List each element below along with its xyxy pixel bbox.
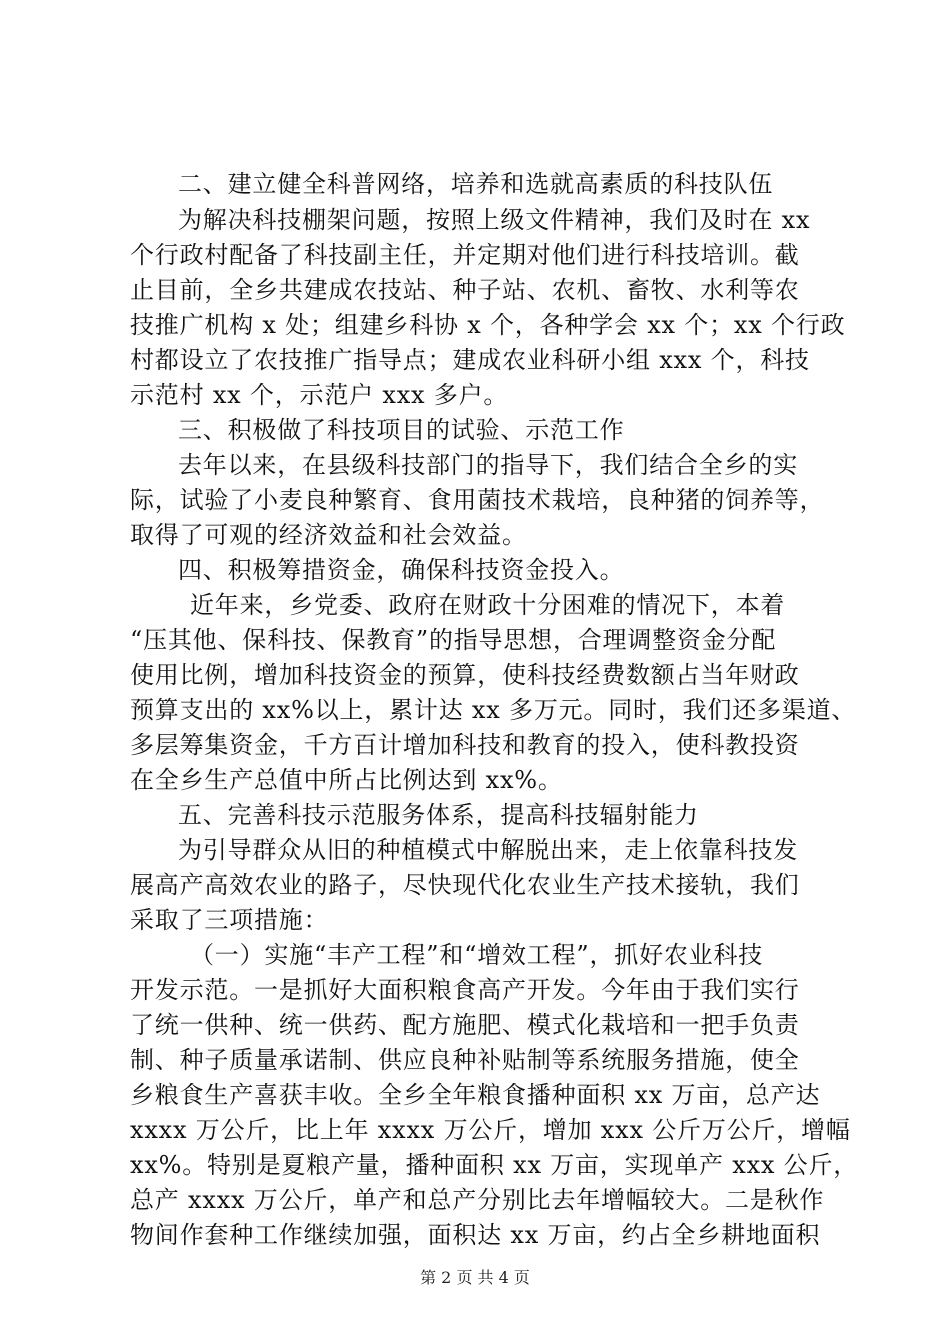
paragraph-line: 了统一供种、统一供药、配方施肥、模式化栽培和一把手负责 bbox=[130, 1011, 800, 1039]
paragraph-line: 近年来，乡党委、政府在财政十分困难的情况下，本着 bbox=[190, 591, 786, 619]
paragraph-line: 止目前，全乡共建成农技站、种子站、农机、畜牧、水利等农 bbox=[130, 276, 800, 304]
paragraph-line: 展高产高效农业的路子，尽快现代化农业生产技术接轨，我们 bbox=[130, 871, 800, 899]
subsection-line: （一）实施“丰产工程”和“增效工程”，抓好农业科技 bbox=[190, 941, 764, 969]
paragraph-line: 为解决科技棚架问题，按照上级文件精神，我们及时在 xx bbox=[178, 206, 811, 234]
paragraph-line: xxxx 万公斤，比上年 xxxx 万公斤，增加 xxx 公斤万公斤，增幅 bbox=[130, 1116, 851, 1144]
section-heading-4: 四、积极筹措资金，确保科技资金投入。 bbox=[178, 556, 625, 584]
paragraph-line: 制、种子质量承诺制、供应良种补贴制等系统服务措施，使全 bbox=[130, 1046, 800, 1074]
paragraph-line: 采取了三项措施： bbox=[130, 906, 329, 934]
paragraph-line: xx%。特别是夏粮产量，播种面积 xx 万亩，实现单产 xxx 公斤， bbox=[130, 1151, 859, 1179]
section-heading-3: 三、积极做了科技项目的试验、示范工作 bbox=[178, 416, 625, 444]
paragraph-line: 物间作套种工作继续加强，面积达 xx 万亩，约占全乡耕地面积 bbox=[130, 1221, 821, 1249]
paragraph-line: 个行政村配备了科技副主任，并定期对他们进行科技培训。截 bbox=[130, 241, 800, 269]
paragraph-line: 示范村 xx 个，示范户 xxx 多户。 bbox=[130, 381, 509, 409]
paragraph-line: 使用比例，增加科技资金的预算，使科技经费数额占当年财政 bbox=[130, 661, 800, 689]
paragraph-line: 去年以来，在县级科技部门的指导下，我们结合全乡的实 bbox=[178, 451, 798, 479]
paragraph-line: 取得了可观的经济效益和社会效益。 bbox=[130, 521, 527, 549]
paragraph-line: 技推广机构 x 处；组建乡科协 x 个，各种学会 xx 个；xx 个行政 bbox=[130, 311, 846, 339]
paragraph-line: “压其他、保科技、保教育”的指导思想，合理调整资金分配 bbox=[130, 626, 777, 654]
paragraph-line: 总产 xxxx 万公斤，单产和总产分别比去年增幅较大。二是秋作 bbox=[130, 1186, 825, 1214]
paragraph-line: 乡粮食生产喜获丰收。全乡全年粮食播种面积 xx 万亩，总产达 bbox=[130, 1081, 821, 1109]
paragraph-line: 村都设立了农技推广指导点；建成农业科研小组 xxx 个，科技 bbox=[130, 346, 810, 374]
paragraph-line: 开发示范。一是抓好大面积粮食高产开发。今年由于我们实行 bbox=[130, 976, 800, 1004]
paragraph-line: 在全乡生产总值中所占比例达到 xx%。 bbox=[130, 766, 563, 794]
section-heading-5: 五、完善科技示范服务体系，提高科技辐射能力 bbox=[178, 801, 699, 829]
paragraph-line: 际，试验了小麦良种繁育、食用菌技术栽培，良种猪的饲养等， bbox=[130, 486, 825, 514]
paragraph-line: 多层筹集资金，千方百计增加科技和教育的投入，使科教投资 bbox=[130, 731, 800, 759]
paragraph-line: 为引导群众从旧的种植模式中解脱出来，走上依靠科技发 bbox=[178, 836, 798, 864]
paragraph-line: 预算支出的 xx%以上，累计达 xx 多万元。同时，我们还多渠道、 bbox=[130, 696, 857, 724]
section-heading-2: 二、建立健全科普网络，培养和选就高素质的科技队伍 bbox=[178, 170, 774, 198]
page-number-footer: 第 2 页 共 4 页 bbox=[420, 1268, 530, 1287]
